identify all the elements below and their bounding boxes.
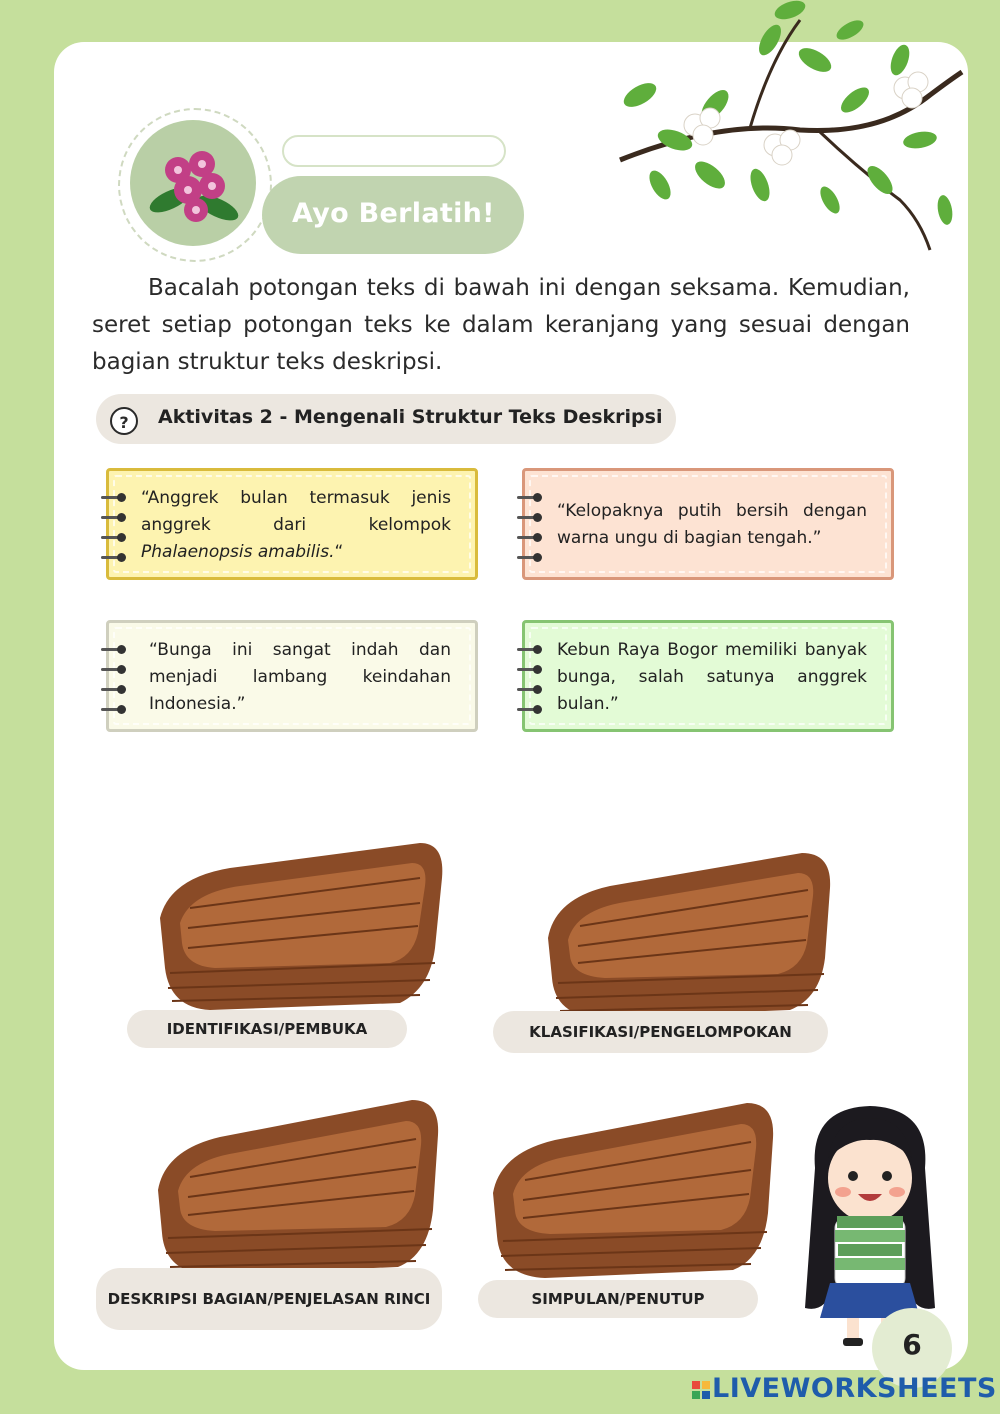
magnifier-question-icon: ? bbox=[110, 407, 138, 435]
basket-drop-zone-4[interactable] bbox=[485, 1098, 780, 1283]
spiral-rings-icon bbox=[101, 493, 131, 573]
draggable-text-card-2[interactable] bbox=[522, 468, 894, 580]
basket-drop-zone-3[interactable] bbox=[150, 1095, 445, 1280]
basket-drop-zone-2[interactable] bbox=[540, 848, 840, 1023]
draggable-text-card-3[interactable] bbox=[106, 620, 478, 732]
title-bar-decoration bbox=[282, 135, 506, 167]
orchid-icon bbox=[130, 120, 256, 246]
branding-text: LIVEWORKSHEETS bbox=[712, 1373, 997, 1404]
basket-drop-zone-1[interactable] bbox=[150, 838, 450, 1018]
card-1-text-suffix: “ bbox=[334, 542, 344, 562]
instructions bbox=[92, 270, 910, 381]
activity-title: Aktivitas 2 - Mengenali Struktur Teks Deskripsi bbox=[158, 406, 663, 428]
orchid-emblem bbox=[130, 120, 256, 246]
draggable-text-card-4[interactable] bbox=[522, 620, 894, 732]
instructions-text: Bacalah potongan teks di bawah ini dengan seksama. Kemudian, seret setiap potongan teks ke dalam keranjang yang sesuai dengan bagian struktur teks deskripsi. bbox=[92, 275, 910, 375]
basket-label-2: KLASIFIKASI/PENGELOMPOKAN bbox=[493, 1011, 828, 1053]
basket-label-3: DESKRIPSI BAGIAN/PENJELASAN RINCI bbox=[96, 1268, 442, 1330]
flower-branch-illustration bbox=[600, 0, 970, 270]
page-number: 6 bbox=[872, 1308, 952, 1388]
card-1-text: “Anggrek bulan termasuk jenis anggrek dari kelompok bbox=[141, 488, 451, 535]
card-4-text: Kebun Raya Bogor memiliki banyak bunga, salah satunya anggrek bulan.” bbox=[557, 640, 867, 714]
spiral-rings-icon bbox=[517, 493, 547, 573]
basket-label-1: IDENTIFIKASI/PEMBUKA bbox=[127, 1010, 407, 1048]
draggable-text-card-1[interactable] bbox=[106, 468, 478, 580]
card-2-text: “Kelopaknya putih bersih dengan warna ungu di bagian tengah.” bbox=[557, 501, 867, 548]
card-1-italic-text: Phalaenopsis amabilis. bbox=[141, 542, 335, 562]
spiral-rings-icon bbox=[101, 645, 131, 725]
basket-label-4: SIMPULAN/PENUTUP bbox=[478, 1280, 758, 1318]
page-title: Ayo Berlatih! bbox=[292, 198, 495, 229]
liveworksheets-branding bbox=[692, 1373, 997, 1404]
card-3-text: “Bunga ini sangat indah dan menjadi lambang keindahan Indonesia.” bbox=[149, 640, 451, 714]
liveworksheets-logo-icon bbox=[692, 1381, 710, 1399]
spiral-rings-icon bbox=[517, 645, 547, 725]
